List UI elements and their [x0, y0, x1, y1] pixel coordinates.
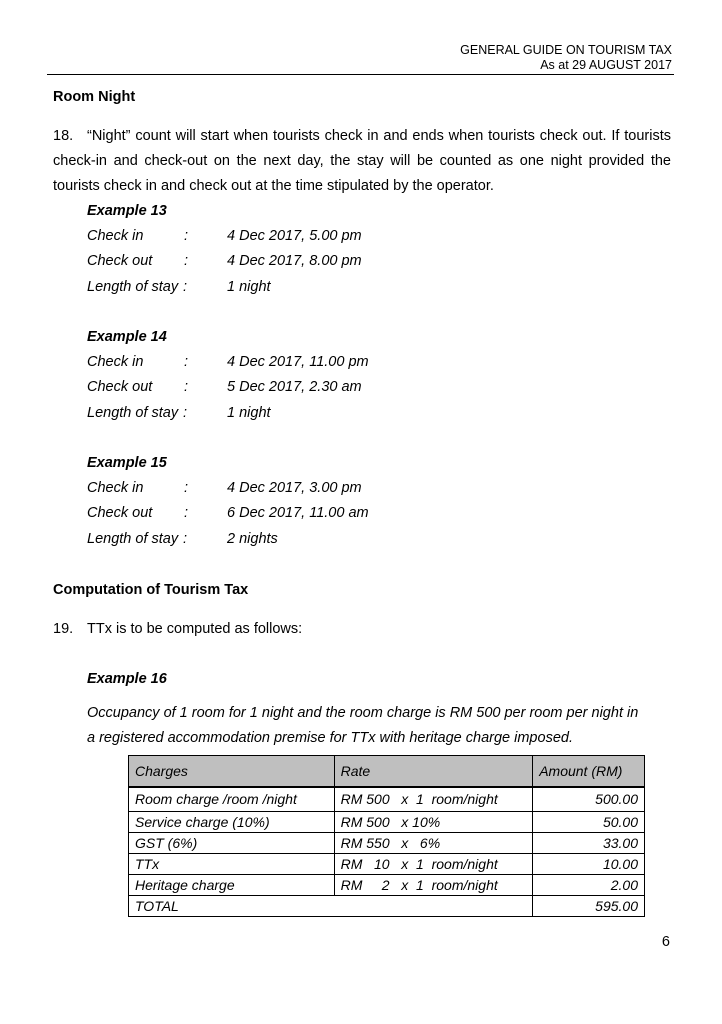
total-amount: 595.00: [533, 896, 645, 917]
row-value: 5 Dec 2017, 2.30 am: [227, 379, 362, 396]
example-row: [87, 501, 487, 526]
cell-rate: RM 2 x 1 room/night: [334, 875, 533, 896]
charges-table: [128, 755, 645, 917]
total-label: TOTAL: [129, 896, 533, 917]
cell-charge: TTx: [129, 854, 335, 875]
header-title: GENERAL GUIDE ON TOURISM TAX: [460, 43, 672, 57]
cell-amount: 500.00: [533, 787, 645, 812]
cell-rate: RM 500 x 10%: [334, 812, 533, 833]
example-13: [87, 199, 487, 300]
example-row: [87, 401, 487, 426]
row-label: Length of stay: [87, 278, 179, 295]
row-colon: :: [184, 379, 189, 396]
header-date: As at 29 AUGUST 2017: [540, 58, 672, 72]
row-label: Length of stay: [87, 404, 179, 421]
page-number: 6: [661, 934, 670, 950]
cell-rate: RM 10 x 1 room/night: [334, 854, 533, 875]
section-heading-computation: Computation of Tourism Tax: [53, 582, 249, 598]
cell-charge: Room charge /room /night: [129, 787, 335, 812]
example-title: Example 14: [87, 329, 167, 345]
row-colon: :: [184, 480, 189, 497]
header-rate: Rate: [334, 756, 533, 788]
table-total-row: [129, 896, 645, 917]
example-row: [87, 350, 487, 375]
example-14: [87, 325, 487, 426]
table-row: [129, 875, 645, 896]
cell-rate: RM 550 x 6%: [334, 833, 533, 854]
example-row: [87, 224, 487, 249]
section-heading-room-night: Room Night: [53, 89, 136, 105]
row-value: 6 Dec 2017, 11.00 am: [227, 505, 369, 522]
row-label: Check in: [87, 228, 144, 245]
occupancy-description: Occupancy of 1 room for 1 night and the room charge is RM 500 per room per night in a registered accommodation premise for TTx with heritage charge imposed.: [87, 705, 639, 746]
cell-charge: GST (6%): [129, 833, 335, 854]
example-15: [87, 451, 487, 552]
paragraph-text: “Night” count will start when tourists check in and ends when tourists check out. If tourists check-in and check-out on the next day, the stay will be counted as one night provided the tourists check in and check out at the time stipulated by the operator.: [53, 128, 671, 195]
row-value: 2 nights: [227, 530, 278, 547]
row-colon: :: [184, 253, 189, 270]
paragraph-text: TTx is to be computed as follows:: [87, 621, 303, 637]
row-colon: :: [183, 404, 188, 421]
cell-charge: Heritage charge: [129, 875, 335, 896]
example-row: [87, 476, 487, 501]
header-rule: [47, 74, 674, 75]
row-colon: :: [184, 228, 189, 245]
row-label: Check in: [87, 480, 144, 497]
cell-charge: Service charge (10%): [129, 812, 335, 833]
example-row: [87, 275, 487, 300]
header-charges: Charges: [129, 756, 335, 788]
paragraph-19: [53, 621, 302, 637]
table-row: [129, 833, 645, 854]
row-colon: :: [184, 354, 189, 371]
example-row: [87, 527, 487, 552]
table-row: [129, 787, 645, 812]
table-row: [129, 812, 645, 833]
row-colon: :: [183, 278, 188, 295]
cell-amount: 10.00: [533, 854, 645, 875]
row-colon: :: [184, 505, 189, 522]
page-header: [460, 43, 672, 73]
table-header-row: [129, 756, 645, 788]
row-value: 4 Dec 2017, 8.00 pm: [227, 253, 362, 270]
example-title: Example 13: [87, 203, 167, 219]
paragraph-18: [53, 124, 671, 200]
example-row: [87, 249, 487, 274]
row-label: Check out: [87, 379, 153, 396]
row-label: Length of stay: [87, 530, 179, 547]
cell-rate: RM 500 x 1 room/night: [334, 787, 533, 812]
row-value: 4 Dec 2017, 3.00 pm: [227, 480, 362, 497]
row-colon: :: [183, 530, 188, 547]
example-16-title: Example 16: [87, 671, 167, 687]
row-value: 4 Dec 2017, 5.00 pm: [227, 228, 362, 245]
cell-amount: 2.00: [533, 875, 645, 896]
row-label: Check in: [87, 354, 144, 371]
table-row: [129, 854, 645, 875]
paragraph-number: 19.: [53, 621, 74, 637]
row-label: Check out: [87, 253, 153, 270]
row-value: 1 night: [227, 278, 271, 295]
row-label: Check out: [87, 505, 153, 522]
header-amount: Amount (RM): [533, 756, 645, 788]
example-title: Example 15: [87, 455, 167, 471]
cell-amount: 50.00: [533, 812, 645, 833]
cell-amount: 33.00: [533, 833, 645, 854]
row-value: 4 Dec 2017, 11.00 pm: [227, 354, 369, 371]
paragraph-number: 18.: [53, 128, 74, 144]
example-row: [87, 375, 487, 400]
row-value: 1 night: [227, 404, 271, 421]
